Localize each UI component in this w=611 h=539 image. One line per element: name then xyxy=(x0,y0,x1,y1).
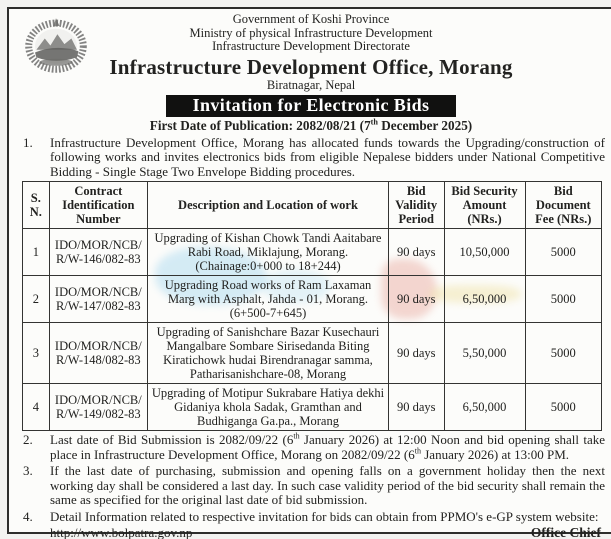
cell-sn: 4 xyxy=(23,384,50,431)
table-row xyxy=(23,229,602,276)
notice-title-banner: Invitation for Electronic Bids xyxy=(166,95,457,118)
cell-validity: 90 days xyxy=(388,384,444,431)
cell-sn: 1 xyxy=(23,229,50,276)
publication-prefix: First Date of Publication: 2082/08/21 (7 xyxy=(149,118,371,134)
cell-sn: 3 xyxy=(23,323,50,384)
note-2 xyxy=(15,433,607,462)
office-title: Infrastructure Development Office, Morang xyxy=(109,54,513,79)
government-line-2: Ministry of physical Infrastructure Development xyxy=(189,25,433,40)
note-4-text xyxy=(50,510,607,539)
cell-contract: IDO/MOR/NCB/ R/W-147/082-83 xyxy=(49,276,147,323)
table-row xyxy=(23,384,602,431)
office-chief-signature: Office Chief xyxy=(530,524,601,539)
publication-date-line xyxy=(15,118,607,133)
cell-fee: 5000 xyxy=(525,384,601,431)
ordinal-superscript: th xyxy=(370,118,378,128)
note-2-text: Last date of Bid Submission is 2082/09/22 (6th January 2026) at 12:00 Noon and bid opening shall take place in Infrastructure Development Office, Morang on 2082/09/22 (6th January 2026) at 13:00 PM. xyxy=(50,431,605,462)
note-4-line1: Detail Information related to respective invitation for bids can obtain from PPMO's e-GP system website: xyxy=(50,509,599,524)
table-row xyxy=(23,276,602,323)
cell-security: 10,50,000 xyxy=(444,229,525,276)
cell-fee: 5000 xyxy=(525,276,601,323)
cell-fee: 5000 xyxy=(525,323,601,384)
note-4-line2 xyxy=(50,525,605,539)
intro-text: Infrastructure Development Office, Morang has allocated funds towards the Upgrading/construction of following works and invites electronics bids from eligible Nepalese bidders under National Competitive Bidding - Single Stage Two Envelope Bidding procedures. xyxy=(50,134,605,179)
cell-contract: IDO/MOR/NCB/ R/W-148/082-83 xyxy=(49,323,147,384)
publication-suffix: December 2025) xyxy=(377,118,473,134)
col-header-security: Bid Security Amount (NRs.) xyxy=(444,182,525,229)
note-4 xyxy=(15,510,607,539)
item-number: 1. xyxy=(23,134,33,150)
bids-table xyxy=(22,181,602,431)
bolpatra-url: http://www.bolpatra.gov.np xyxy=(50,524,193,539)
col-header-sn: S. N. xyxy=(23,182,50,229)
cell-security: 6,50,000 xyxy=(444,384,525,431)
col-header-fee: Bid Document Fee (NRs.) xyxy=(525,182,601,229)
cell-security: 6,50,000 xyxy=(444,276,525,323)
cell-validity: 90 days xyxy=(388,276,444,323)
cell-contract: IDO/MOR/NCB/ R/W-146/082-83 xyxy=(49,229,147,276)
letterhead xyxy=(15,13,607,134)
intro-paragraph xyxy=(15,136,607,180)
cell-validity: 90 days xyxy=(388,229,444,276)
government-line-1: Government of Koshi Province xyxy=(232,12,390,26)
office-location: Biratnagar, Nepal xyxy=(266,78,356,93)
cell-validity: 90 days xyxy=(388,323,444,384)
table-row xyxy=(23,323,602,384)
cell-fee: 5000 xyxy=(525,229,601,276)
item-number: 2. xyxy=(23,432,33,448)
cell-sn: 2 xyxy=(23,276,50,323)
col-header-validity: Bid Validity Period xyxy=(388,182,444,229)
government-line-3: Infrastructure Development Directorate xyxy=(212,39,410,53)
cell-security: 5,50,000 xyxy=(444,323,525,384)
item-number: 4. xyxy=(23,509,33,524)
note-3 xyxy=(15,464,607,508)
cell-contract: IDO/MOR/NCB/ R/W-149/082-83 xyxy=(49,384,147,431)
ordinal-superscript: th xyxy=(293,431,300,441)
cell-description: Upgrading of Sanishchare Bazar Kusechauri Mangalbare Sombare Sirisedanda Biting Kiratichowk hudai Birendranagar samma, Patharisanishchare-08, Morang xyxy=(148,323,389,384)
ordinal-superscript: th xyxy=(414,446,421,456)
table-header-row xyxy=(23,182,602,229)
note-3-text: If the last date of purchasing, submission and opening falls on a government holiday then the next working day shall be considered a last day. In such case validity period of the bid security shall remain the same as specified for the original last date of bid submission. xyxy=(50,463,605,508)
item-number: 3. xyxy=(23,463,33,479)
notice-document xyxy=(7,7,611,539)
cell-description: Upgrading of Kishan Chowk Tandi Aaitabare Rabi Road, Miklajung, Morang. (Chainage:0+000 to 18+244) xyxy=(148,229,389,276)
banner-row xyxy=(15,95,607,118)
col-header-description: Description and Location of work xyxy=(148,182,389,229)
cell-description: Upgrading of Motipur Sukrabare Hatiya dekhi Gidaniya khola Sadak, Gramthan and Budhiganga Ga.pa., Morang xyxy=(148,384,389,431)
col-header-contract: Contract Identification Number xyxy=(49,182,147,229)
cell-description: Upgrading Road works of Ram Laxaman Marg with Asphalt, Jahda - 01, Morang. (6+500-7+645) xyxy=(148,276,389,323)
